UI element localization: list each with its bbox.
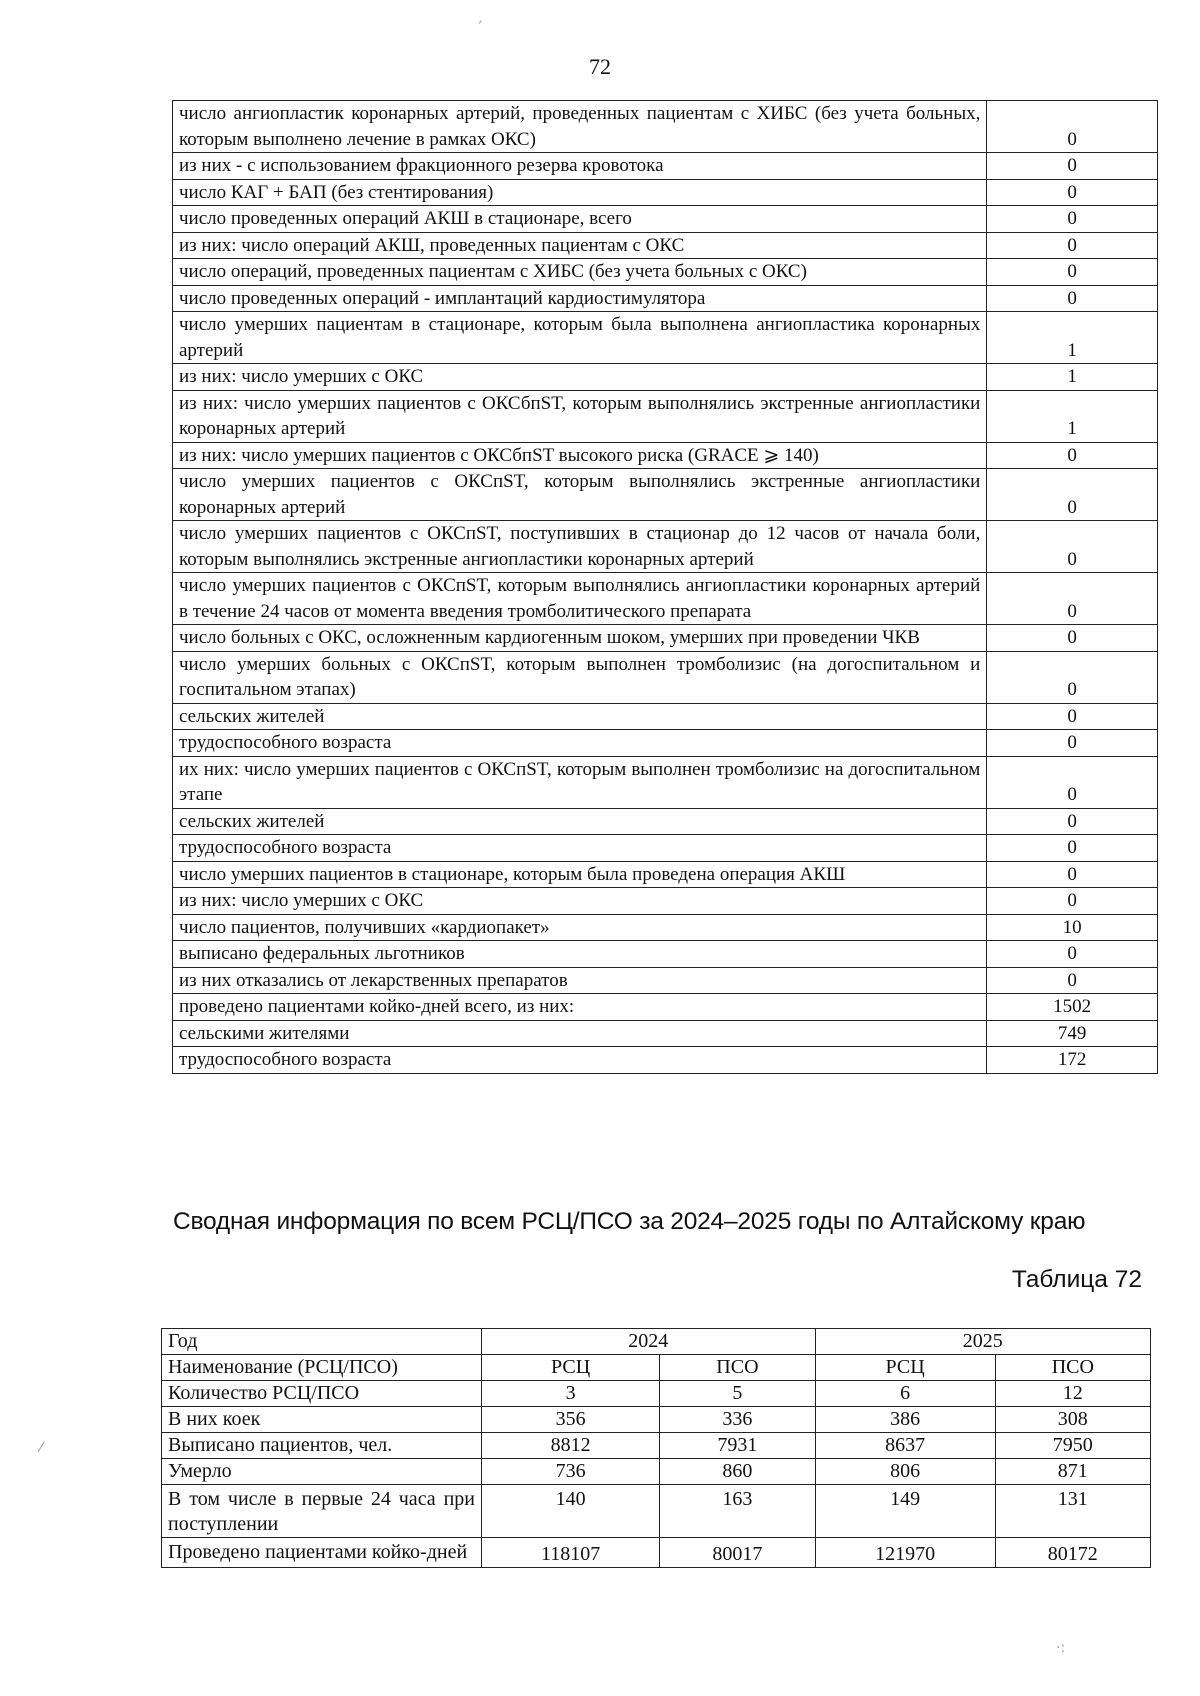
year-2024-header-cell: 2024 <box>482 1329 816 1355</box>
table-row <box>173 259 1158 286</box>
table-row <box>173 625 1158 652</box>
row-value: 0 <box>987 730 1158 757</box>
row-label: число умерших больных с ОКСпST, которым выполнен тромболизис (на догоспитальном и госпитальном этапах) <box>173 651 987 703</box>
row-value: 0 <box>987 153 1158 180</box>
row-value: 0 <box>987 521 1158 573</box>
statistics-table-body <box>173 101 1158 1074</box>
table-row <box>173 521 1158 573</box>
table-row <box>173 861 1158 888</box>
table-row <box>173 888 1158 915</box>
summary-row-label: Проведено пациентами койко-дней <box>162 1538 482 1568</box>
table-row <box>173 469 1158 521</box>
year-2025-header-cell: 2025 <box>815 1329 1150 1355</box>
summary-value-cell: 3 <box>482 1381 660 1407</box>
row-label: число больных с ОКС, осложненным кардиогенным шоком, умерших при проведении ЧКВ <box>173 625 987 652</box>
row-label: сельских жителей <box>173 703 987 730</box>
row-label: число КАГ + БАП (без стентирования) <box>173 179 987 206</box>
row-label: из них: число умерших с ОКС <box>173 888 987 915</box>
section-title: Сводная информация по всем РСЦ/ПСО за 2024–2025 годы по Алтайскому краю <box>173 1208 1086 1235</box>
row-label: сельскими жителями <box>173 1020 987 1047</box>
row-label: число операций, проведенных пациентам с ХИБС (без учета больных с ОКС) <box>173 259 987 286</box>
row-value: 0 <box>987 625 1158 652</box>
row-label: сельских жителей <box>173 808 987 835</box>
summary-row-label: Умерло <box>162 1459 482 1485</box>
scan-speck: ˏ <box>476 8 483 24</box>
table-caption: Таблица 72 <box>1011 1266 1142 1293</box>
table-row <box>173 994 1158 1021</box>
summary-table <box>161 1328 1151 1568</box>
row-value: 0 <box>987 967 1158 994</box>
summary-row-label: Количество РСЦ/ПСО <box>162 1381 482 1407</box>
pso-2024-header-cell: ПСО <box>660 1355 815 1381</box>
summary-value-cell: 80017 <box>660 1538 815 1568</box>
row-value: 0 <box>987 442 1158 469</box>
summary-row-label: Выписано пациентов, чел. <box>162 1433 482 1459</box>
row-label: из них: число умерших пациентов с ОКСбпST высокого риска (GRACE ⩾ 140) <box>173 442 987 469</box>
table-row <box>173 808 1158 835</box>
table-row <box>173 914 1158 941</box>
table-row <box>173 967 1158 994</box>
row-value: 1502 <box>987 994 1158 1021</box>
row-label: число ангиопластик коронарных артерий, проведенных пациентам с ХИБС (без учета больных, которым выполнено лечение в рамках ОКС) <box>173 101 987 153</box>
summary-value-cell: 80172 <box>995 1538 1150 1568</box>
rsc-2024-header-cell: РСЦ <box>482 1355 660 1381</box>
row-value: 0 <box>987 861 1158 888</box>
row-value: 0 <box>987 469 1158 521</box>
summary-header-year-row <box>162 1329 1151 1355</box>
row-value: 172 <box>987 1047 1158 1074</box>
summary-value-cell: 163 <box>660 1485 815 1538</box>
table-row <box>173 651 1158 703</box>
summary-value-cell: 8637 <box>815 1433 995 1459</box>
table-row <box>173 179 1158 206</box>
summary-row <box>162 1538 1151 1568</box>
row-value: 1 <box>987 390 1158 442</box>
row-value: 0 <box>987 703 1158 730</box>
row-label: число умерших пациентов в стационаре, которым была проведена операция АКШ <box>173 861 987 888</box>
summary-value-cell: 356 <box>482 1407 660 1433</box>
row-value: 0 <box>987 756 1158 808</box>
summary-value-cell: 5 <box>660 1381 815 1407</box>
row-label: проведено пациентами койко-дней всего, из них: <box>173 994 987 1021</box>
summary-table-body <box>162 1329 1151 1568</box>
table-row <box>173 312 1158 364</box>
year-header-cell: Год <box>162 1329 482 1355</box>
row-value: 0 <box>987 259 1158 286</box>
summary-value-cell: 6 <box>815 1381 995 1407</box>
scan-speck: ·: <box>1056 1640 1066 1656</box>
row-label: число умерших пациентов с ОКСпST, поступивших в стационар до 12 часов от начала боли, которым выполнялись экстренные ангиопластики коронарных артерий <box>173 521 987 573</box>
row-label: число умерших пациентов с ОКСпST, которым выполнялись экстренные ангиопластики коронарных артерий <box>173 469 987 521</box>
row-value: 749 <box>987 1020 1158 1047</box>
summary-row-label: В том числе в первые 24 часа при поступлении <box>162 1485 482 1538</box>
table-row <box>173 1020 1158 1047</box>
row-value: 0 <box>987 941 1158 968</box>
summary-value-cell: 140 <box>482 1485 660 1538</box>
summary-row-label: В них коек <box>162 1407 482 1433</box>
summary-value-cell: 860 <box>660 1459 815 1485</box>
table-row <box>173 442 1158 469</box>
row-label: из них: число операций АКШ, проведенных пациентам с ОКС <box>173 232 987 259</box>
name-header-cell: Наименование (РСЦ/ПСО) <box>162 1355 482 1381</box>
summary-value-cell: 871 <box>995 1459 1150 1485</box>
row-value: 0 <box>987 573 1158 625</box>
row-value: 0 <box>987 101 1158 153</box>
table-row <box>173 835 1158 862</box>
row-label: трудоспособного возраста <box>173 1047 987 1074</box>
table-row <box>173 153 1158 180</box>
pso-2025-header-cell: ПСО <box>995 1355 1150 1381</box>
row-label: трудоспособного возраста <box>173 730 987 757</box>
summary-value-cell: 7950 <box>995 1433 1150 1459</box>
table-row <box>173 206 1158 233</box>
summary-value-cell: 336 <box>660 1407 815 1433</box>
table-row <box>173 756 1158 808</box>
summary-value-cell: 131 <box>995 1485 1150 1538</box>
summary-row <box>162 1485 1151 1538</box>
table-row <box>173 1047 1158 1074</box>
summary-value-cell: 149 <box>815 1485 995 1538</box>
rsc-2025-header-cell: РСЦ <box>815 1355 995 1381</box>
row-value: 0 <box>987 888 1158 915</box>
row-value: 0 <box>987 179 1158 206</box>
summary-value-cell: 308 <box>995 1407 1150 1433</box>
summary-row <box>162 1433 1151 1459</box>
summary-value-cell: 806 <box>815 1459 995 1485</box>
row-value: 0 <box>987 206 1158 233</box>
row-value: 1 <box>987 364 1158 391</box>
summary-value-cell: 118107 <box>482 1538 660 1568</box>
row-value: 0 <box>987 808 1158 835</box>
row-label: трудоспособного возраста <box>173 835 987 862</box>
summary-row <box>162 1381 1151 1407</box>
row-label: число проведенных операций - имплантаций кардиостимулятора <box>173 285 987 312</box>
row-value: 0 <box>987 285 1158 312</box>
summary-value-cell: 7931 <box>660 1433 815 1459</box>
row-label: из них отказались от лекарственных препаратов <box>173 967 987 994</box>
summary-value-cell: 121970 <box>815 1538 995 1568</box>
row-label: число проведенных операций АКШ в стационаре, всего <box>173 206 987 233</box>
table-row <box>173 730 1158 757</box>
summary-header-name-row <box>162 1355 1151 1381</box>
row-value: 0 <box>987 835 1158 862</box>
summary-value-cell: 8812 <box>482 1433 660 1459</box>
table-row <box>173 703 1158 730</box>
row-value: 10 <box>987 914 1158 941</box>
row-value: 0 <box>987 232 1158 259</box>
row-label: их них: число умерших пациентов с ОКСпST, которым выполнен тромболизис на догоспитальном этапе <box>173 756 987 808</box>
table-row <box>173 232 1158 259</box>
summary-value-cell: 386 <box>815 1407 995 1433</box>
row-label: из них - с использованием фракционного резерва кровотока <box>173 153 987 180</box>
row-value: 1 <box>987 312 1158 364</box>
table-row <box>173 364 1158 391</box>
summary-row <box>162 1459 1151 1485</box>
row-label: из них: число умерших с ОКС <box>173 364 987 391</box>
table-row <box>173 101 1158 153</box>
table-row <box>173 390 1158 442</box>
summary-value-cell: 736 <box>482 1459 660 1485</box>
table-row <box>173 941 1158 968</box>
table-row <box>173 573 1158 625</box>
page-number: 72 <box>589 54 611 79</box>
summary-value-cell: 12 <box>995 1381 1150 1407</box>
scan-speck: ⁄ <box>40 1440 43 1456</box>
row-label: число пациентов, получивших «кардиопакет» <box>173 914 987 941</box>
row-label: число умерших пациентов с ОКСпST, которым выполнялись ангиопластики коронарных артерий в течение 24 часов от момента введения тромболитического препарата <box>173 573 987 625</box>
statistics-table <box>172 100 1158 1074</box>
row-label: из них: число умерших пациентов с ОКСбпST, которым выполнялись экстренные ангиопластики коронарных артерий <box>173 390 987 442</box>
row-label: число умерших пациентам в стационаре, которым была выполнена ангиопластика коронарных артерий <box>173 312 987 364</box>
table-row <box>173 285 1158 312</box>
row-value: 0 <box>987 651 1158 703</box>
summary-row <box>162 1407 1151 1433</box>
row-label: выписано федеральных льготников <box>173 941 987 968</box>
